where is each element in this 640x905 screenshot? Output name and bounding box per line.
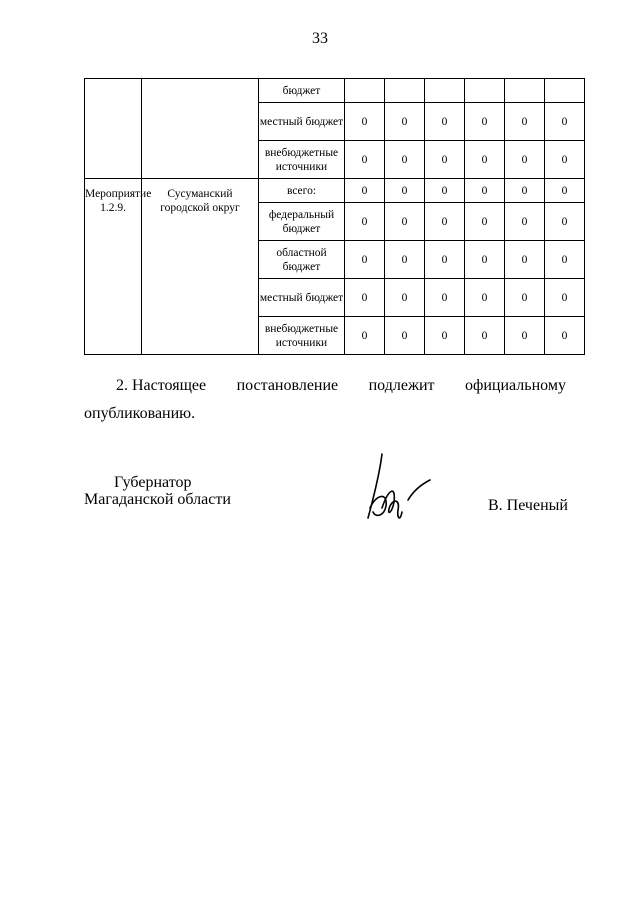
signer-name: В. Печеный (488, 497, 568, 514)
municipality-cell: Сусуманский городской округ (142, 179, 259, 355)
value-cell: 0 (465, 141, 505, 179)
paragraph-word: официальному (465, 377, 566, 394)
measure-label-cell: Мероприятие 1.2.9. (85, 179, 142, 355)
value-cell: 0 (345, 203, 385, 241)
value-cell: 0 (505, 179, 545, 203)
value-cell: 0 (505, 317, 545, 355)
value-cell: 0 (385, 279, 425, 317)
paragraph-word: постановление (236, 377, 339, 394)
value-cell (345, 79, 385, 103)
value-cell: 0 (345, 141, 385, 179)
value-cell: 0 (385, 241, 425, 279)
value-cell: 0 (385, 141, 425, 179)
value-cell (505, 79, 545, 103)
value-cell (545, 79, 585, 103)
value-cell: 0 (505, 103, 545, 141)
value-cell: 0 (545, 103, 585, 141)
value-cell: 0 (465, 103, 505, 141)
signature-block (84, 474, 231, 508)
value-cell: 0 (425, 241, 465, 279)
funding-source-cell: местный бюджет (259, 103, 345, 141)
value-cell: 0 (545, 203, 585, 241)
blank-cell (85, 79, 142, 179)
paragraph-word: 2. Настоящее (116, 377, 207, 394)
funding-source-cell: областной бюджет (259, 241, 345, 279)
budget-table (84, 78, 585, 355)
value-cell: 0 (345, 103, 385, 141)
value-cell: 0 (345, 241, 385, 279)
value-cell: 0 (465, 279, 505, 317)
value-cell: 0 (425, 203, 465, 241)
paragraph-word: подлежит (368, 377, 435, 394)
value-cell: 0 (345, 317, 385, 355)
value-cell: 0 (545, 179, 585, 203)
value-cell: 0 (545, 241, 585, 279)
funding-source-cell: внебюджетные источники (259, 141, 345, 179)
value-cell: 0 (345, 279, 385, 317)
page-number: 33 (312, 30, 328, 47)
value-cell: 0 (425, 179, 465, 203)
blank-cell (142, 79, 259, 179)
funding-source-cell: федеральный бюджет (259, 203, 345, 241)
funding-source-cell: всего: (259, 179, 345, 203)
funding-source-cell: бюджет (259, 79, 345, 103)
value-cell (385, 79, 425, 103)
value-cell: 0 (505, 141, 545, 179)
table-row (85, 179, 585, 203)
value-cell: 0 (465, 317, 505, 355)
value-cell: 0 (545, 141, 585, 179)
value-cell: 0 (545, 317, 585, 355)
value-cell: 0 (505, 279, 545, 317)
value-cell: 0 (425, 317, 465, 355)
paragraph-line-1 (84, 372, 566, 400)
value-cell: 0 (545, 279, 585, 317)
region-name: Магаданской области (84, 491, 231, 508)
publication-paragraph (84, 372, 566, 428)
value-cell: 0 (465, 179, 505, 203)
table-row (85, 79, 585, 103)
value-cell: 0 (345, 179, 385, 203)
value-cell (425, 79, 465, 103)
value-cell: 0 (505, 203, 545, 241)
funding-source-cell: внебюджетные источники (259, 317, 345, 355)
value-cell: 0 (385, 203, 425, 241)
value-cell: 0 (465, 241, 505, 279)
value-cell: 0 (505, 241, 545, 279)
value-cell: 0 (385, 103, 425, 141)
value-cell: 0 (465, 203, 505, 241)
value-cell: 0 (425, 103, 465, 141)
value-cell: 0 (385, 317, 425, 355)
value-cell (465, 79, 505, 103)
paragraph-line-2: опубликованию. (84, 405, 196, 422)
value-cell: 0 (385, 179, 425, 203)
value-cell: 0 (425, 279, 465, 317)
governor-title: Губернатор (114, 474, 192, 491)
handwritten-signature (360, 450, 450, 530)
value-cell: 0 (425, 141, 465, 179)
funding-source-cell: местный бюджет (259, 279, 345, 317)
